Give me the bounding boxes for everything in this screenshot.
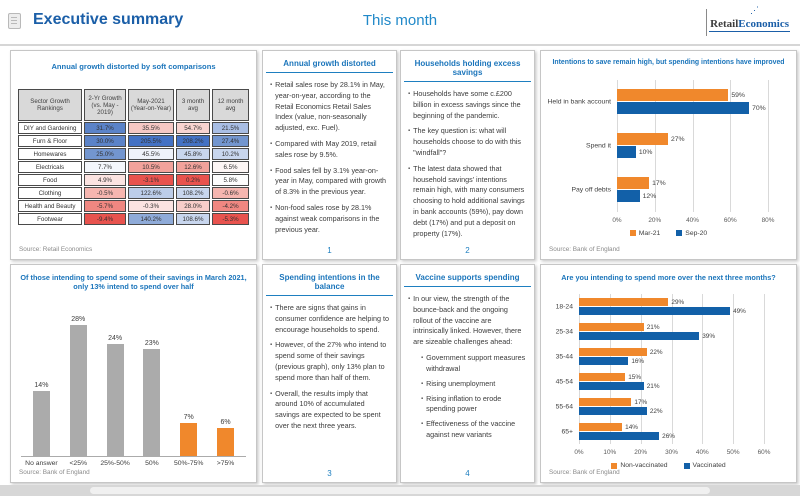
bar-row	[579, 348, 764, 357]
bullet-list	[401, 294, 534, 441]
chart-category-axis	[21, 460, 246, 467]
table-header-row	[18, 89, 249, 121]
category-label: Spend it	[586, 142, 611, 150]
category-label: 65+	[561, 428, 573, 436]
value-cell: -3.1%	[128, 174, 174, 186]
chart-save-intentions	[540, 50, 797, 260]
card-title-rule	[404, 81, 531, 82]
legend-swatch	[684, 463, 690, 469]
legend-label: Vaccinated	[692, 462, 726, 470]
card-title-rule	[404, 286, 531, 287]
bar	[617, 89, 728, 101]
sector-cell: Footwear	[18, 213, 82, 225]
table-row	[18, 122, 249, 134]
bar-row	[617, 146, 768, 159]
category-label: 25%-50%	[100, 459, 130, 467]
x-tick-label: 20%	[648, 216, 662, 224]
card-title: Spending intentions in the balance	[279, 273, 380, 291]
bar-value-label: 14%	[34, 381, 49, 389]
legend-label: Non-vaccinated	[620, 462, 668, 470]
bar-group	[586, 124, 768, 168]
text-card-spending-intentions	[262, 264, 397, 483]
logo-scatter-dots: ⋰	[750, 5, 760, 15]
bullet-text: Rising unemployment	[426, 378, 496, 388]
bullet-item	[270, 303, 389, 335]
table-row	[18, 200, 249, 212]
bar-row	[579, 323, 764, 332]
card-title: Annual growth distorted	[283, 59, 376, 68]
x-tick-label: 30%	[665, 449, 678, 457]
bullet-item	[408, 294, 527, 348]
value-cell: -0.3%	[128, 200, 174, 212]
text-card-vaccine-spending	[400, 264, 535, 483]
value-cell: 30.0%	[84, 135, 126, 147]
sector-growth-table-card	[10, 50, 257, 260]
chart-plot-wrapper	[541, 294, 796, 469]
bullet-text: There are signs that gains in consumer confidence are helping to encourage households to spend.	[275, 303, 390, 334]
bar	[617, 102, 749, 114]
x-tick-label: 0%	[574, 449, 584, 457]
category-label: 45-54	[555, 378, 573, 386]
bullet-item	[270, 166, 389, 198]
bar-column	[23, 382, 60, 456]
page-number: 1	[327, 246, 332, 255]
bullet-item	[270, 203, 389, 235]
bullet-item	[270, 80, 389, 134]
chart-spend-next-three-months	[540, 264, 797, 483]
bar	[33, 391, 50, 456]
legend-label: Sep-20	[685, 229, 708, 237]
bar	[217, 428, 234, 456]
logo-economics: Economics	[738, 18, 789, 30]
bar-value-label: 22%	[649, 407, 663, 415]
sub-bullet-item	[421, 394, 527, 416]
logo-axis-line	[706, 9, 707, 36]
bullet-text: Food sales fell by 3.1% year-on-year in May, compared with growth of 8.3% in the previous year.	[275, 165, 387, 197]
bullet-list	[263, 80, 396, 235]
page-number: 3	[327, 469, 332, 478]
bar-row	[617, 133, 768, 146]
value-cell: 7.7%	[84, 161, 126, 173]
table-row	[18, 148, 249, 160]
bullet-item	[408, 164, 527, 240]
bar-row	[579, 382, 764, 391]
bar-value-label: 17%	[652, 179, 666, 187]
bullet-list	[263, 303, 396, 432]
bar-column	[207, 419, 244, 456]
bar	[180, 423, 197, 456]
x-tick-label: 40%	[695, 449, 709, 457]
chart-plot-area	[555, 294, 764, 444]
gridline	[768, 80, 769, 212]
page-number: 2	[465, 246, 470, 255]
bar-group	[547, 80, 768, 124]
bar-group	[555, 369, 764, 394]
chart-plot-area	[21, 306, 246, 457]
x-tick-label: 50%	[726, 449, 740, 457]
bullet-text: However, of the 27% who intend to spend some of their savings (previous graph), only 13% plan to spend more than half of them.	[275, 340, 387, 382]
category-label: 50%	[145, 459, 159, 467]
bullet-text: The key question is: what will households choose to do with this "windfall"?	[413, 126, 522, 157]
table-row	[18, 187, 249, 199]
bar-value-label: 29%	[671, 298, 685, 306]
bar	[579, 398, 631, 406]
card-title: Vaccine supports spending	[415, 273, 520, 282]
card-title-rule	[266, 72, 393, 73]
table-header-cell: 3 month avg	[176, 89, 210, 121]
category-label: 18-24	[555, 303, 573, 311]
page-title: Executive summary	[33, 11, 184, 28]
x-tick-label: 40%	[686, 216, 699, 224]
bar-value-label: 39%	[702, 332, 716, 340]
card-title-rule	[266, 295, 393, 296]
bullet-text: Compared with May 2019, retail sales rose by 9.5%.	[275, 138, 377, 159]
bar	[107, 344, 124, 456]
bullet-list	[401, 89, 534, 239]
value-cell: 140.2%	[128, 213, 174, 225]
x-tick-label: 0%	[612, 216, 622, 224]
bar-value-label: 12%	[642, 192, 657, 200]
x-tick-label: 20%	[634, 449, 648, 457]
chart-title: Of those intending to spend some of their savings in March 2021, only 13% intend to spend over half	[20, 273, 247, 292]
chart-source: Source: Bank of England	[549, 469, 620, 476]
bullet-text: Non-food sales rose by 28.1% against weak comparisons in the previous year.	[275, 202, 380, 234]
value-cell: 35.5%	[128, 122, 174, 134]
table-source: Source: Retail Economics	[19, 246, 93, 253]
bullet-text: In our view, the strength of the bounce-back and the ongoing rollout of the vaccine are intrinsically linked. However, there are sizeable challenges ahead:	[413, 294, 522, 347]
bullet-text: Effectiveness of the vaccine against new variants	[426, 419, 516, 439]
category-label: 25-34	[555, 328, 573, 336]
bar-group	[561, 419, 764, 444]
bar	[579, 357, 628, 365]
chart-source: Source: Bank of England	[19, 469, 90, 476]
window-bottom-strip	[0, 485, 800, 496]
legend-swatch	[630, 230, 636, 236]
bar	[579, 298, 668, 306]
chart-x-axis	[574, 449, 771, 459]
chart-plot-area	[547, 80, 768, 212]
bullet-text: Retail sales rose by 28.1% in May, year-on-year, according to the Retail Economics Retail Sales Index (value, non-seasonally adjusted, exc. Fuel).	[275, 80, 385, 133]
bar	[579, 332, 699, 340]
bar-row	[617, 190, 768, 203]
bar-row	[579, 423, 764, 432]
bar	[579, 373, 625, 381]
bar	[579, 348, 647, 356]
value-cell: 45.5%	[128, 148, 174, 160]
bar-value-label: 28%	[71, 316, 86, 324]
sector-cell: Clothing	[18, 187, 82, 199]
bar-value-label: 70%	[752, 104, 766, 112]
bar-row	[579, 307, 764, 316]
value-cell: 108.2%	[176, 187, 210, 199]
category-label: >75%	[216, 459, 235, 467]
sector-cell: Health and Beauty	[18, 200, 82, 212]
sub-bullet-item	[421, 379, 527, 390]
bar	[579, 432, 659, 440]
value-cell: 25.0%	[84, 148, 126, 160]
category-label: No answer	[25, 459, 58, 467]
table-header-cell: May-2021 (Year-on-Year)	[128, 89, 174, 121]
value-cell: -5.7%	[84, 200, 126, 212]
chart-title: Intentions to save remain high, but spending intentions have improved	[552, 59, 785, 66]
sector-cell: DIY and Gardening	[18, 122, 82, 134]
category-label: Pay off debts	[571, 186, 611, 194]
bar	[143, 349, 160, 456]
chart-title: Are you intending to spend more over the next three months?	[561, 273, 776, 282]
sector-cell: Furn & Floor	[18, 135, 82, 147]
sector-table	[16, 88, 251, 226]
chart-source: Source: Bank of England	[549, 246, 620, 253]
legend-label: Mar-21	[638, 229, 661, 237]
bar-value-label: 7%	[183, 414, 194, 422]
text-card-excess-savings	[400, 50, 535, 260]
bar-group	[555, 294, 764, 319]
bar-group	[555, 319, 764, 344]
header	[0, 0, 800, 46]
x-tick-label: 80%	[761, 216, 775, 224]
category-label: <25%	[69, 459, 88, 467]
value-cell: 54.7%	[176, 122, 210, 134]
bar-column	[170, 414, 207, 456]
bar-value-label: 22%	[649, 348, 663, 356]
bar-row	[579, 373, 764, 382]
page-number: 4	[465, 469, 470, 478]
bar	[579, 407, 647, 415]
bullet-item	[270, 139, 389, 161]
sector-cell: Electricals	[18, 161, 82, 173]
bar-column	[133, 340, 170, 456]
bar-group	[555, 344, 764, 369]
card-title: Households holding excess savings	[414, 59, 521, 77]
bullet-text: Rising inflation to erode spending power	[426, 393, 502, 414]
bullet-item	[270, 340, 389, 383]
value-cell: -9.4%	[84, 213, 126, 225]
bar	[579, 382, 644, 390]
value-cell: -0.5%	[84, 187, 126, 199]
bar	[617, 190, 640, 202]
value-cell: 205.5%	[128, 135, 174, 147]
legend-item	[630, 230, 661, 237]
retail-economics-logo	[706, 7, 790, 37]
table-row	[18, 213, 249, 225]
value-cell: 108.6%	[176, 213, 210, 225]
table-header-cell: 12 month avg	[212, 89, 249, 121]
bar-row	[579, 298, 764, 307]
bar	[579, 423, 622, 431]
bar	[579, 307, 730, 315]
bar-row	[579, 332, 764, 341]
table-header-cell: Sector Growth Rankings	[18, 89, 82, 121]
bar-row	[579, 357, 764, 366]
bar-value-label: 59%	[731, 91, 745, 99]
value-cell: 122.6%	[128, 187, 174, 199]
bar-row	[617, 177, 768, 190]
table-header-cell: 2-Yr Growth (vs. May - 2019)	[84, 89, 126, 121]
chart-legend	[541, 230, 796, 237]
sector-cell: Homewares	[18, 148, 82, 160]
bar-row	[579, 398, 764, 407]
bar-value-label: 14%	[625, 423, 638, 431]
bar	[617, 146, 636, 158]
sector-cell: Food	[18, 174, 82, 186]
bar-row	[579, 407, 764, 416]
bar	[617, 133, 668, 145]
table-title: Annual growth distorted by soft comparisons	[51, 62, 216, 71]
value-cell: 0.2%	[176, 174, 210, 186]
bullet-text: Government support measures withdrawal	[426, 352, 526, 373]
page-subtitle: This month	[362, 12, 438, 29]
sub-bullet-item	[421, 353, 527, 375]
value-cell: 45.8%	[176, 148, 210, 160]
category-label: 50%-75%	[173, 459, 204, 467]
value-cell: 208.2%	[176, 135, 210, 147]
value-cell: 31.7%	[84, 122, 126, 134]
value-cell: -4.2%	[212, 200, 249, 212]
legend-swatch	[676, 230, 682, 236]
table-row	[18, 161, 249, 173]
sector-table-body	[18, 89, 249, 225]
sub-bullet-item	[421, 419, 527, 441]
category-label: 55-64	[555, 403, 573, 411]
chart-savings-spend-share	[10, 264, 257, 483]
bar-value-label: 23%	[144, 339, 159, 347]
bar	[579, 323, 644, 331]
text-card-annual-growth	[262, 50, 397, 260]
value-cell: -5.3%	[212, 213, 249, 225]
chart-plot-wrapper	[21, 306, 246, 467]
bar-value-label: 27%	[670, 135, 685, 143]
value-cell: 6.5%	[212, 161, 249, 173]
bar-column	[97, 335, 134, 456]
x-tick-label: 60%	[723, 216, 737, 224]
bullet-text: Households have some c.£200 billion in excess savings since the beginning of the pandemic.	[413, 89, 521, 120]
bar	[70, 325, 87, 456]
category-label: Held in bank account	[547, 98, 611, 106]
bullet-item	[408, 126, 527, 158]
bullet-text: The latest data showed that household savings' intentions remain high, with many consumers choosing to hold additional savings in bank accounts (59%), pay down debt (17%) and put a deposit on property (17%).	[413, 163, 525, 238]
value-cell: 12.6%	[176, 161, 210, 173]
value-cell: 28.0%	[176, 200, 210, 212]
legend-item	[684, 462, 726, 469]
value-cell: 5.8%	[212, 174, 249, 186]
bar-value-label: 21%	[646, 323, 660, 331]
value-cell: 10.5%	[128, 161, 174, 173]
x-tick-label: 10%	[603, 449, 617, 457]
bar-value-label: 21%	[646, 382, 660, 390]
bar-value-label: 15%	[628, 373, 642, 381]
bar-row	[617, 89, 768, 102]
bullet-item	[408, 89, 527, 121]
table-row	[18, 135, 249, 147]
value-cell: 4.9%	[84, 174, 126, 186]
chart-plot-wrapper	[541, 80, 796, 237]
bar-row	[617, 102, 768, 115]
bar-value-label: 49%	[733, 307, 746, 315]
bullet-text: Overall, the results imply that around 10% of accumulated savings are expected to be spent over the next three years.	[275, 388, 381, 430]
bar-value-label: 10%	[638, 148, 653, 156]
bar-value-label: 6%	[220, 418, 231, 426]
bar-column	[60, 316, 97, 456]
table-row	[18, 174, 249, 186]
value-cell: -0.6%	[212, 187, 249, 199]
value-cell: 10.2%	[212, 148, 249, 160]
category-label: 35-44	[555, 353, 573, 361]
bar-value-label: 17%	[634, 398, 648, 406]
x-tick-label: 60%	[757, 449, 771, 457]
value-cell: 21.5%	[212, 122, 249, 134]
bar	[617, 177, 649, 189]
bar-row	[579, 432, 764, 441]
bar-group	[555, 394, 764, 419]
value-cell: 27.4%	[212, 135, 249, 147]
bar-value-label: 26%	[662, 432, 675, 440]
chart-x-axis	[612, 216, 775, 227]
horizontal-scrollbar[interactable]	[90, 487, 710, 494]
bullet-item	[270, 389, 389, 432]
logo-retail: Retail	[710, 18, 739, 30]
legend-item	[676, 230, 707, 237]
bar-value-label: 16%	[631, 357, 645, 365]
bar-group	[571, 168, 768, 212]
bar-value-label: 24%	[108, 334, 123, 342]
gridline	[764, 294, 765, 444]
